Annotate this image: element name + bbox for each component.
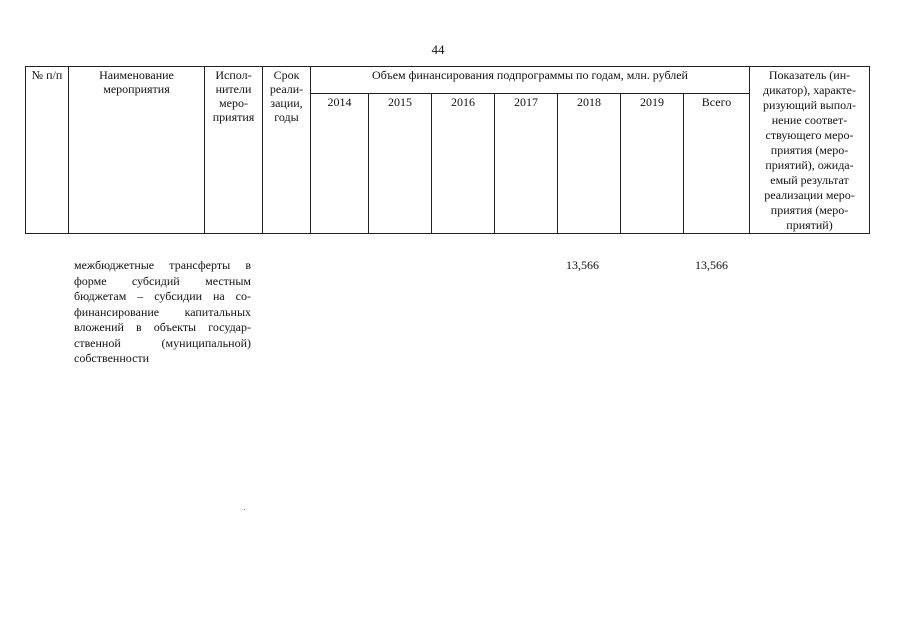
activity-description: межбюджетные трансферты в форме субсидий местным бюджетам – субсидии на со-финансирование капитальных вложений в объекты государ-ственной (муниципальной) собственности: [74, 258, 251, 365]
col-header-year-2014: 2014: [311, 94, 369, 234]
col-header-year-2017: 2017: [495, 94, 558, 234]
col-header-year-2016: 2016: [432, 94, 495, 234]
col-header-year-2019: 2019: [621, 94, 684, 234]
col-header-funding: Объем финансирования подпрограммы по годам, млн. рублей: [311, 67, 750, 94]
col-header-term: Срок реали-зации, годы: [263, 67, 311, 234]
col-header-executors: Испол-нители меро-приятия: [205, 67, 263, 234]
program-table-header: [25, 66, 870, 234]
value-total: 13,566: [695, 258, 728, 272]
value-2018: 13,566: [566, 258, 599, 272]
page-number: 44: [431, 42, 445, 57]
col-header-indicator: Показатель (ин-дикатор), характе-ризующий выпол-нение соответ-ствующего меро-приятия (меро-приятий), ожида-емый результат реализации меро-приятия (меро-приятий): [750, 67, 870, 234]
scan-speck: [244, 509, 245, 510]
col-header-year-2015: 2015: [369, 94, 432, 234]
col-header-total: Всего: [684, 94, 750, 234]
col-header-number: № п/п: [26, 67, 69, 234]
col-header-year-2018: 2018: [558, 94, 621, 234]
col-header-name: Наименование мероприятия: [69, 67, 205, 234]
